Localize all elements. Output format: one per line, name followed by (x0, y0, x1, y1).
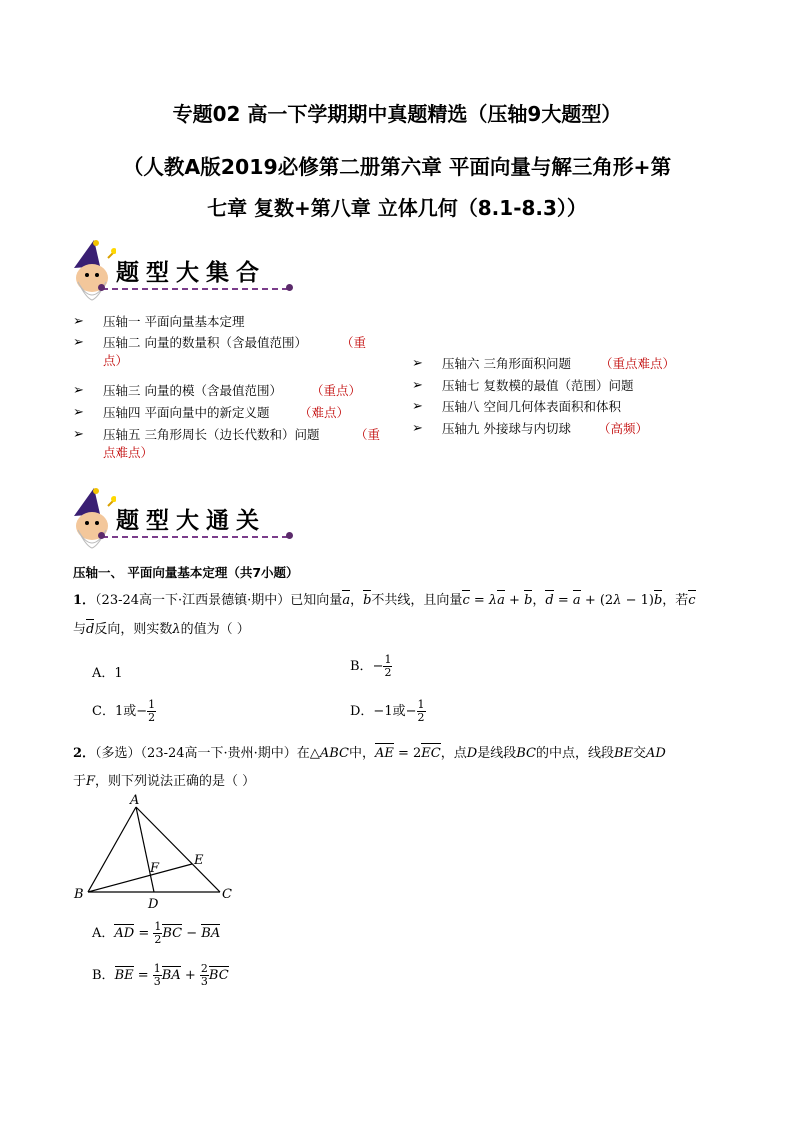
document-title-line2: （人教A版2019必修第二册第六章 平面向量与解三角形+第 (122, 155, 672, 179)
question-text: ，点 (440, 746, 467, 761)
question-source: （23-24高一下·江西景德镇·期中） (95, 593, 291, 608)
arrow-bullet-icon: ➢ (73, 335, 84, 350)
vector-a: a (342, 593, 351, 608)
type-label: 压轴四 平面向量中的新定义题 (103, 405, 270, 420)
question-text: 交 (633, 746, 647, 761)
type-item-8 (412, 398, 742, 418)
banner-dot (98, 284, 105, 291)
question-number: 2． (73, 746, 96, 761)
triangle-abc: △ABC (309, 746, 349, 761)
question-1-line2: 与d反向，则实数λ的值为（ ） (73, 622, 250, 637)
document-title-line1: 专题02 高一下学期期中真题精选（压轴9大题型） (172, 102, 622, 126)
question-text: 的中点，线段 (535, 746, 614, 761)
banner-dot (286, 532, 293, 539)
q1-option-d[interactable]: D．−1或− $\frac{1}{2}$ (350, 698, 425, 724)
document-title-line3: 七章 复数+第八章 立体几何（8.1-8.3）） (207, 196, 587, 220)
question-text: 于 (73, 774, 87, 789)
question-number: 1． (73, 593, 96, 608)
arrow-bullet-icon: ➢ (73, 405, 84, 420)
question-2-line1: 2．（多选）（23-24高一下·贵州·期中）在△ABC中，AE = 2EC，点D是线段BC的中点，线段BE交AD (73, 746, 666, 761)
segment-ab (88, 807, 136, 892)
banner-title: 题型大通关 (116, 507, 266, 534)
question-text: 的值为（ ） (180, 622, 250, 637)
question-text: 是线段 (477, 746, 517, 761)
segment-ac (136, 807, 220, 892)
question-text: 中， (348, 746, 375, 761)
arrow-bullet-icon: ➢ (412, 378, 423, 393)
banner-divider (102, 536, 288, 538)
arrow-bullet-icon: ➢ (412, 356, 423, 371)
arrow-bullet-icon: ➢ (73, 383, 84, 398)
arrow-bullet-icon: ➢ (73, 314, 84, 329)
banner-divider (102, 288, 288, 290)
banner-title: 题型大集合 (116, 259, 266, 286)
question-2-line2: 于F，则下列说法正确的是（ ） (73, 774, 256, 789)
label-point-c: C (222, 887, 232, 902)
formula-ae: AE = 2EC (374, 746, 441, 761)
question-text: 不共线，且向量 (371, 593, 463, 608)
wizard-mascot-icon (68, 238, 116, 304)
type-label: 压轴六 三角形面积问题 (442, 356, 571, 371)
type-item-1 (73, 313, 403, 333)
arrow-bullet-icon: ➢ (412, 399, 423, 414)
type-item-3 (73, 382, 403, 402)
type-item-2 (73, 334, 403, 370)
q2-option-b[interactable]: B．BE = $\frac{1}{3}$ BA + $\frac{2}{3}$ BC (92, 962, 229, 988)
q2-option-a[interactable]: A．AD = $\frac{1}{2}$ BC − BA (92, 920, 221, 946)
type-item-7 (412, 377, 742, 397)
question-text: 已知向量 (290, 593, 343, 608)
banner-question-types-practice (68, 486, 293, 556)
formula-c: c = λa + b (462, 593, 533, 608)
question-text: 在 (296, 746, 310, 761)
question-1-line1: 1．（23-24高一下·江西景德镇·期中）已知向量a，b不共线，且向量c = λa + b，d = a + (2λ − 1)b，若c (73, 593, 696, 608)
type-tag: （重点难点） (600, 356, 676, 371)
formula-d: d = a + (2λ − 1)b (545, 593, 663, 608)
wizard-mascot-icon (68, 486, 116, 552)
segment-be (88, 864, 192, 892)
segment-ad (136, 807, 154, 892)
label-point-f: F (150, 861, 160, 876)
triangle-figure (68, 792, 248, 912)
label-point-b: B (74, 887, 84, 902)
q1-option-c[interactable]: C．1或− $\frac{1}{2}$ (92, 698, 156, 724)
arrow-bullet-icon: ➢ (73, 427, 84, 442)
type-tag: （重 (355, 427, 381, 442)
question-text: 与 (73, 622, 87, 637)
type-item-5 (73, 426, 403, 462)
question-text: ，若 (662, 593, 689, 608)
label-point-d: D (148, 897, 159, 912)
label-point-e: E (194, 853, 204, 868)
question-source: （多选）（23-24高一下·贵州·期中） (95, 746, 297, 761)
q1-option-a[interactable]: A．1 (92, 666, 123, 681)
type-label: 压轴七 复数模的最值（范围）问题 (442, 378, 634, 393)
type-item-6 (412, 355, 742, 375)
type-item-4 (73, 404, 403, 424)
type-label: 压轴二 向量的数量积（含最值范围） (103, 335, 307, 350)
arrow-bullet-icon: ➢ (412, 421, 423, 436)
type-label: 压轴八 空间几何体表面积和体积 (442, 399, 621, 414)
vector-c: c (688, 593, 696, 608)
type-tag: （重 (341, 335, 367, 350)
label-point-a: A (130, 793, 140, 808)
type-item-9 (412, 420, 742, 440)
type-tag: （重点） (311, 383, 362, 398)
question-text: ，则下列说法正确的是（ ） (95, 774, 256, 789)
section-heading: 压轴一、 平面向量基本定理（共7小题） (73, 565, 299, 580)
type-tag: （高频） (598, 421, 649, 436)
type-tag: （难点） (299, 405, 350, 420)
question-text: 反向，则实数 (94, 622, 173, 637)
banner-question-types-collection (68, 238, 293, 308)
banner-dot (98, 532, 105, 539)
type-label: 压轴一 平面向量基本定理 (103, 314, 245, 329)
vector-b: b (363, 593, 372, 608)
q1-option-b[interactable]: B．− $\frac{1}{2}$ (350, 653, 392, 679)
type-label: 压轴五 三角形周长（边长代数和）问题 (103, 427, 320, 442)
type-tag: 点） (103, 353, 129, 368)
vector-d: d (86, 622, 95, 637)
type-tag: 点难点） (103, 445, 154, 460)
banner-dot (286, 284, 293, 291)
type-label: 压轴九 外接球与内切球 (442, 421, 571, 436)
type-label: 压轴三 向量的模（含最值范围） (103, 383, 282, 398)
